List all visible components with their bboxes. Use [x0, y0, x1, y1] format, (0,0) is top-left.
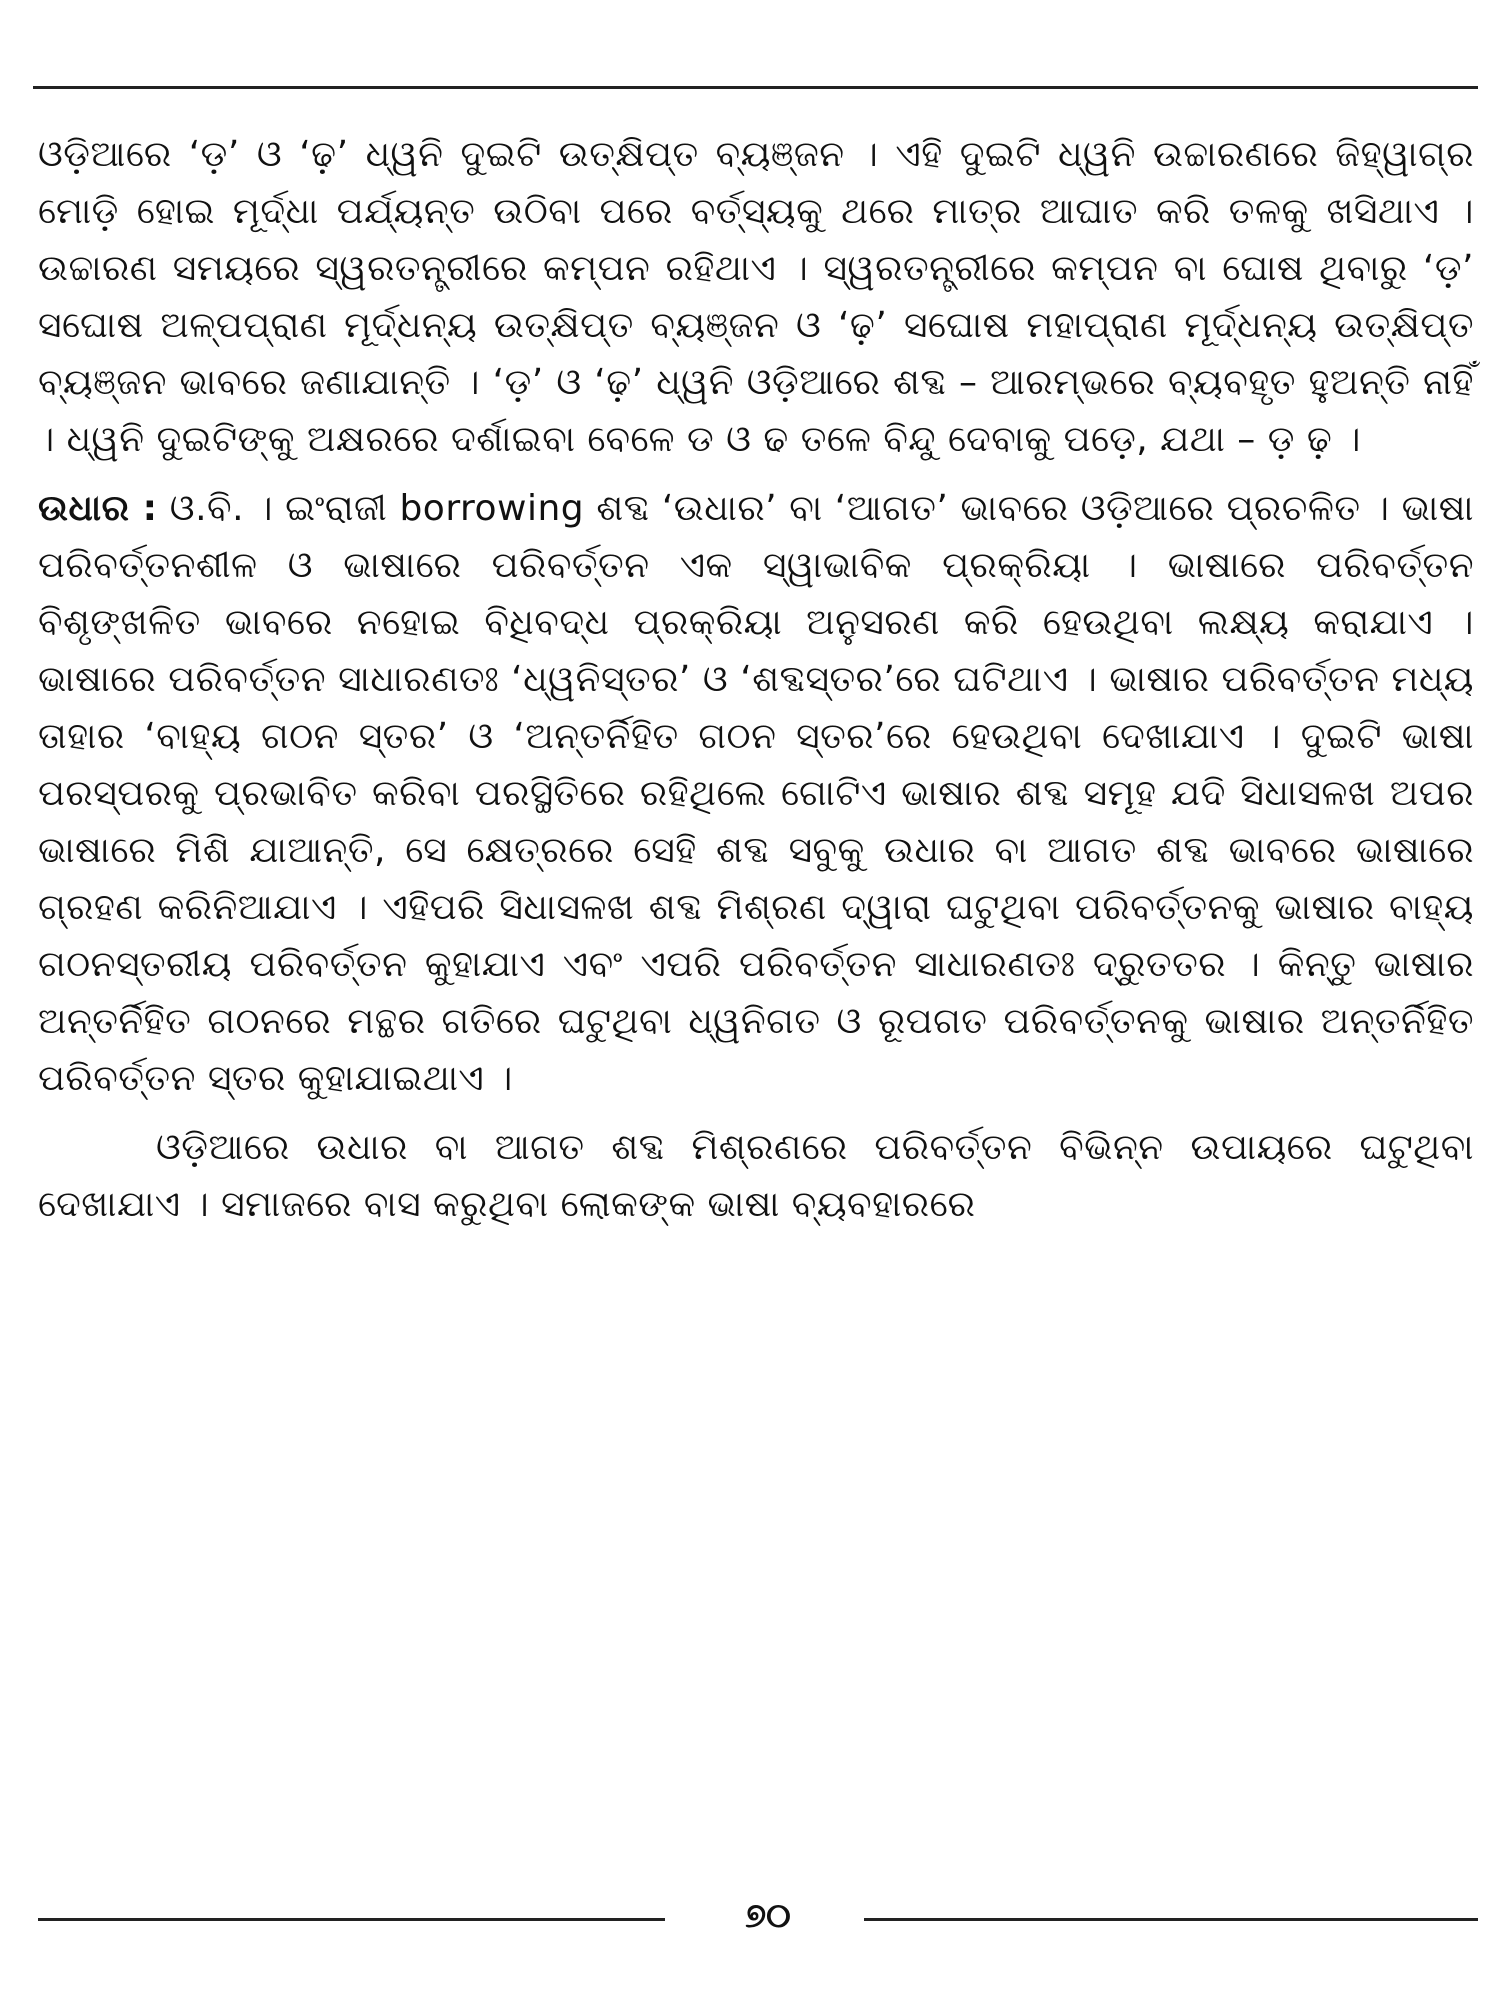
- page-body: [38, 126, 1474, 1245]
- footer-rule-left: [38, 1918, 665, 1921]
- paragraph-3: ଓଡ଼ିଆରେ ଉଧାର ବା ଆଗତ ଶବ୍ଦ ମିଶ୍ରଣରେ ପରିବର୍ତ୍ତନ ବିଭିନ୍ନ ଉପାୟରେ ଘଟୁଥିବା ଦେଖାଯାଏ । ସମାଜରେ ବାସ କରୁଥିବା ଲୋକଙ୍କ ଭାଷା ବ୍ୟବହାରରେ: [38, 1127, 1474, 1225]
- paragraph-2: [38, 480, 1474, 1107]
- top-rule: [33, 86, 1478, 89]
- glossary-term: ଉଧାର :: [38, 488, 158, 529]
- page-number: ୭୦: [745, 1896, 791, 1936]
- page-footer: [38, 1896, 1478, 1940]
- footer-rule-right: [864, 1918, 1478, 1921]
- paragraph-1: ଓଡ଼ିଆରେ ‘ଡ଼’ ଓ ‘ଢ଼’ ଧ୍ୱନି ଦୁଇଟି ଉତ୍କ୍ଷିପ୍ତ ବ୍ୟଞ୍ଜନ । ଏହି ଦୁଇଟି ଧ୍ୱନି ଉଚ୍ଚାରଣରେ ଜିହ୍ୱାଗ୍ର ମୋଡ଼ି ହୋଇ ମୂର୍ଦ୍ଧା ପର୍ଯ୍ୟନ୍ତ ଉଠିବା ପରେ ବର୍ତ୍ସ୍ୟକୁ ଥରେ ମାତ୍ର ଆଘାତ କରି ତଳକୁ ଖସିଥାଏ । ଉଚ୍ଚାରଣ ସମୟରେ ସ୍ୱରତନ୍ତ୍ରୀରେ କମ୍ପନ ରହିଥାଏ । ସ୍ୱରତନ୍ତ୍ରୀରେ କମ୍ପନ ବା ଘୋଷ ଥିବାରୁ ‘ଡ଼’ ସଘୋଷ ଅଳ୍ପପ୍ରାଣ ମୂର୍ଦ୍ଧନ୍ୟ ଉତ୍କ୍ଷିପ୍ତ ବ୍ୟଞ୍ଜନ ଓ ‘ଢ଼’ ସଘୋଷ ମହାପ୍ରାଣ ମୂର୍ଦ୍ଧନ୍ୟ ଉତ୍କ୍ଷିପ୍ତ ବ୍ୟଞ୍ଜନ ଭାବରେ ଜଣାଯାନ୍ତି । ‘ଡ଼’ ଓ ‘ଢ଼’ ଧ୍ୱନି ଓଡ଼ିଆରେ ଶବ୍ଦ – ଆରମ୍ଭରେ ବ୍ୟବହୃତ ହୁଅନ୍ତି ନାହିଁ । ଧ୍ୱନି ଦୁଇଟିଙ୍କୁ ଅକ୍ଷରରେ ଦର୍ଶାଇବା ବେଳେ ଡ ଓ ଢ ତଳେ ବିନ୍ଦୁ ଦେବାକୁ ପଡ଼େ, ଯଥା – ଡ଼ ଢ଼ ।: [38, 134, 1474, 460]
- paragraph-2-text: ଓ.ବି. । ଇଂରାଜୀ borrowing ଶବ୍ଦ ‘ଉଧାର’ ବା ‘ଆଗତ’ ଭାବରେ ଓଡ଼ିଆରେ ପ୍ରଚଳିତ । ଭାଷା ପରିବର୍ତ୍ତନଶୀଳ ଓ ଭାଷାରେ ପରିବର୍ତ୍ତନ ଏକ ସ୍ୱାଭାବିକ ପ୍ରକ୍ରିୟା । ଭାଷାରେ ପରିବର୍ତ୍ତନ ବିଶୃଙ୍ଖଳିତ ଭାବରେ ନହୋଇ ବିଧିବଦ୍ଧ ପ୍ରକ୍ରିୟା ଅନୁସରଣ କରି ହେଉଥିବା ଲକ୍ଷ୍ୟ କରାଯାଏ । ଭାଷାରେ ପରିବର୍ତ୍ତନ ସାଧାରଣତଃ ‘ଧ୍ୱନିସ୍ତର’ ଓ ‘ଶବ୍ଦସ୍ତର’ରେ ଘଟିଥାଏ । ଭାଷାର ପରିବର୍ତ୍ତନ ମଧ୍ୟ ତାହାର ‘ବାହ୍ୟ ଗଠନ ସ୍ତର’ ଓ ‘ଅନ୍ତର୍ନିହିତ ଗଠନ ସ୍ତର’ରେ ହେଉଥିବା ଦେଖାଯାଏ । ଦୁଇଟି ଭାଷା ପରସ୍ପରକୁ ପ୍ରଭାବିତ କରିବା ପରସ୍ଥିତିରେ ରହିଥିଲେ ଗୋଟିଏ ଭାଷାର ଶବ୍ଦ ସମୂହ ଯଦି ସିଧାସଳଖ ଅପର ଭାଷାରେ ମିଶି ଯାଆନ୍ତି, ସେ କ୍ଷେତ୍ରରେ ସେହି ଶବ୍ଦ ସବୁକୁ ଉଧାର ବା ଆଗତ ଶବ୍ଦ ଭାବରେ ଭାଷାରେ ଗ୍ରହଣ କରିନିଆଯାଏ । ଏହିପରି ସିଧାସଳଖ ଶବ୍ଦ ମିଶ୍ରଣ ଦ୍ୱାରା ଘଟୁଥିବା ପରିବର୍ତ୍ତନକୁ ଭାଷାର ବାହ୍ୟ ଗଠନସ୍ତରୀୟ ପରିବର୍ତ୍ତନ କୁହାଯାଏ ଏବଂ ଏପରି ପରିବର୍ତ୍ତନ ସାଧାରଣତଃ ଦ୍ରୁତତର । କିନ୍ତୁ ଭାଷାର ଅନ୍ତର୍ନିହିତ ଗଠନରେ ମନ୍ଥର ଗତିରେ ଘଟୁଥିବା ଧ୍ୱନିଗତ ଓ ରୂପଗତ ପରିବର୍ତ୍ତନକୁ ଭାଷାର ଅନ୍ତର୍ନିହିତ ପରିବର୍ତ୍ତନ ସ୍ତର କୁହାଯାଇଥାଏ ।: [38, 488, 1474, 1099]
